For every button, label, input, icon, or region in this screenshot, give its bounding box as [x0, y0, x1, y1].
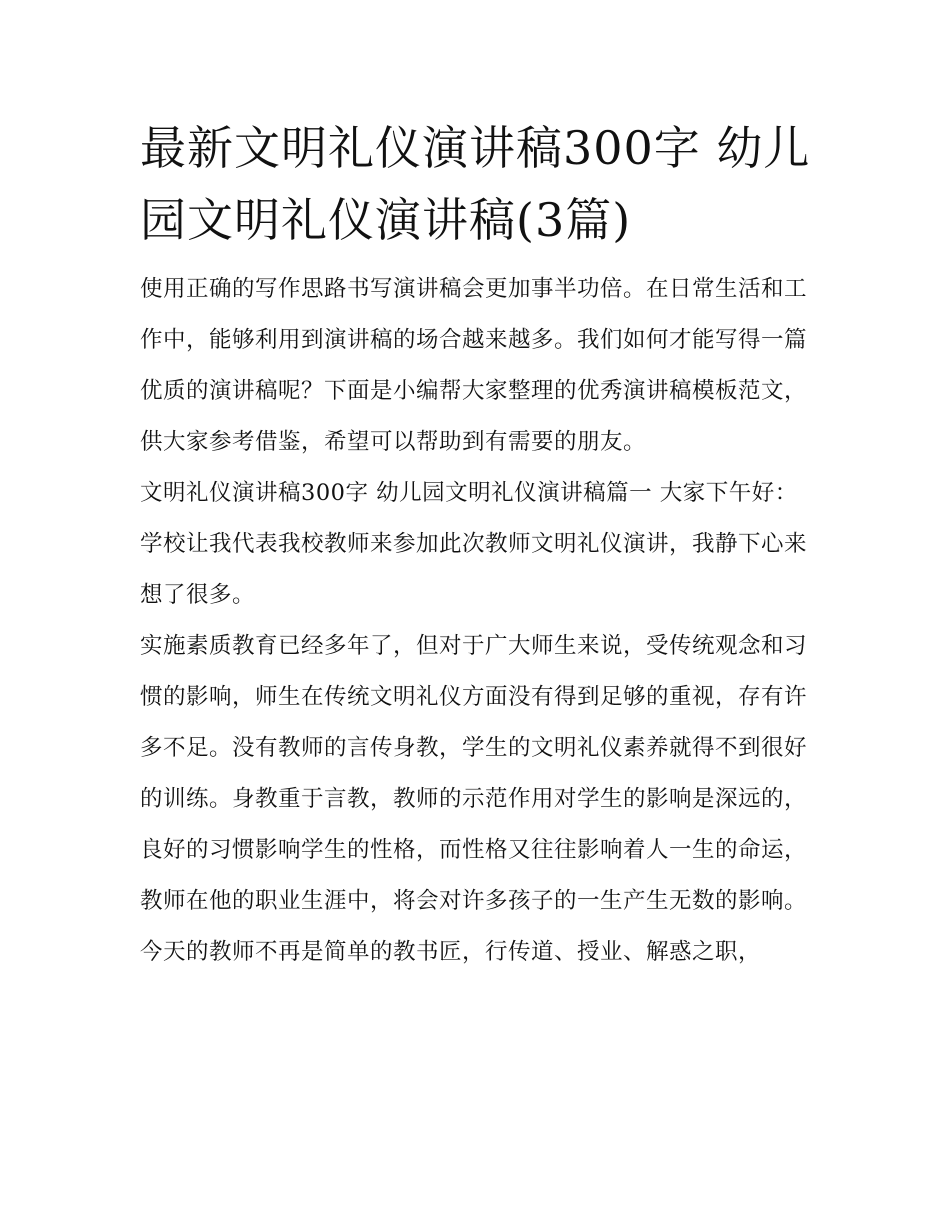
- document-content: [140, 112, 815, 978]
- paragraph-speech-opening: 文明礼仪演讲稿300字 幼儿园文明礼仪演讲稿篇一 大家下午好： 学校让我代表我校教师来参加此次教师文明礼仪演讲，我静下心来想了很多。: [140, 480, 808, 608]
- document-title: 最新文明礼仪演讲稿300字 幼儿园文明礼仪演讲稿(3篇): [140, 121, 811, 247]
- paragraph-intro: 使用正确的写作思路书写演讲稿会更加事半功倍。在日常生活和工作中，能够利用到演讲稿的场合越来越多。我们如何才能写得一篇优质的演讲稿呢？下面是小编帮大家整理的优秀演讲稿模板范文，供大家参考借鉴，希望可以帮助到有需要的朋友。: [140, 276, 808, 455]
- paragraph-quality-education: 实施素质教育已经多年了，但对于广大师生来说，受传统观念和习惯的影响，师生在传统文明礼仪方面没有得到足够的重视，存有许多不足。没有教师的言传身教，学生的文明礼仪素养就得不到很好的训练。身教重于言教，教师的示范作用对学生的影响是深远的，良好的习惯影响学生的性格，而性格又往往影响着人一生的命运，教师在他的职业生涯中，将会对许多孩子的一生产生无数的影响。: [140, 633, 808, 914]
- paragraph-teacher-role: 今天的教师不再是简单的教书匠，行传道、授业、解惑之职，: [140, 939, 762, 965]
